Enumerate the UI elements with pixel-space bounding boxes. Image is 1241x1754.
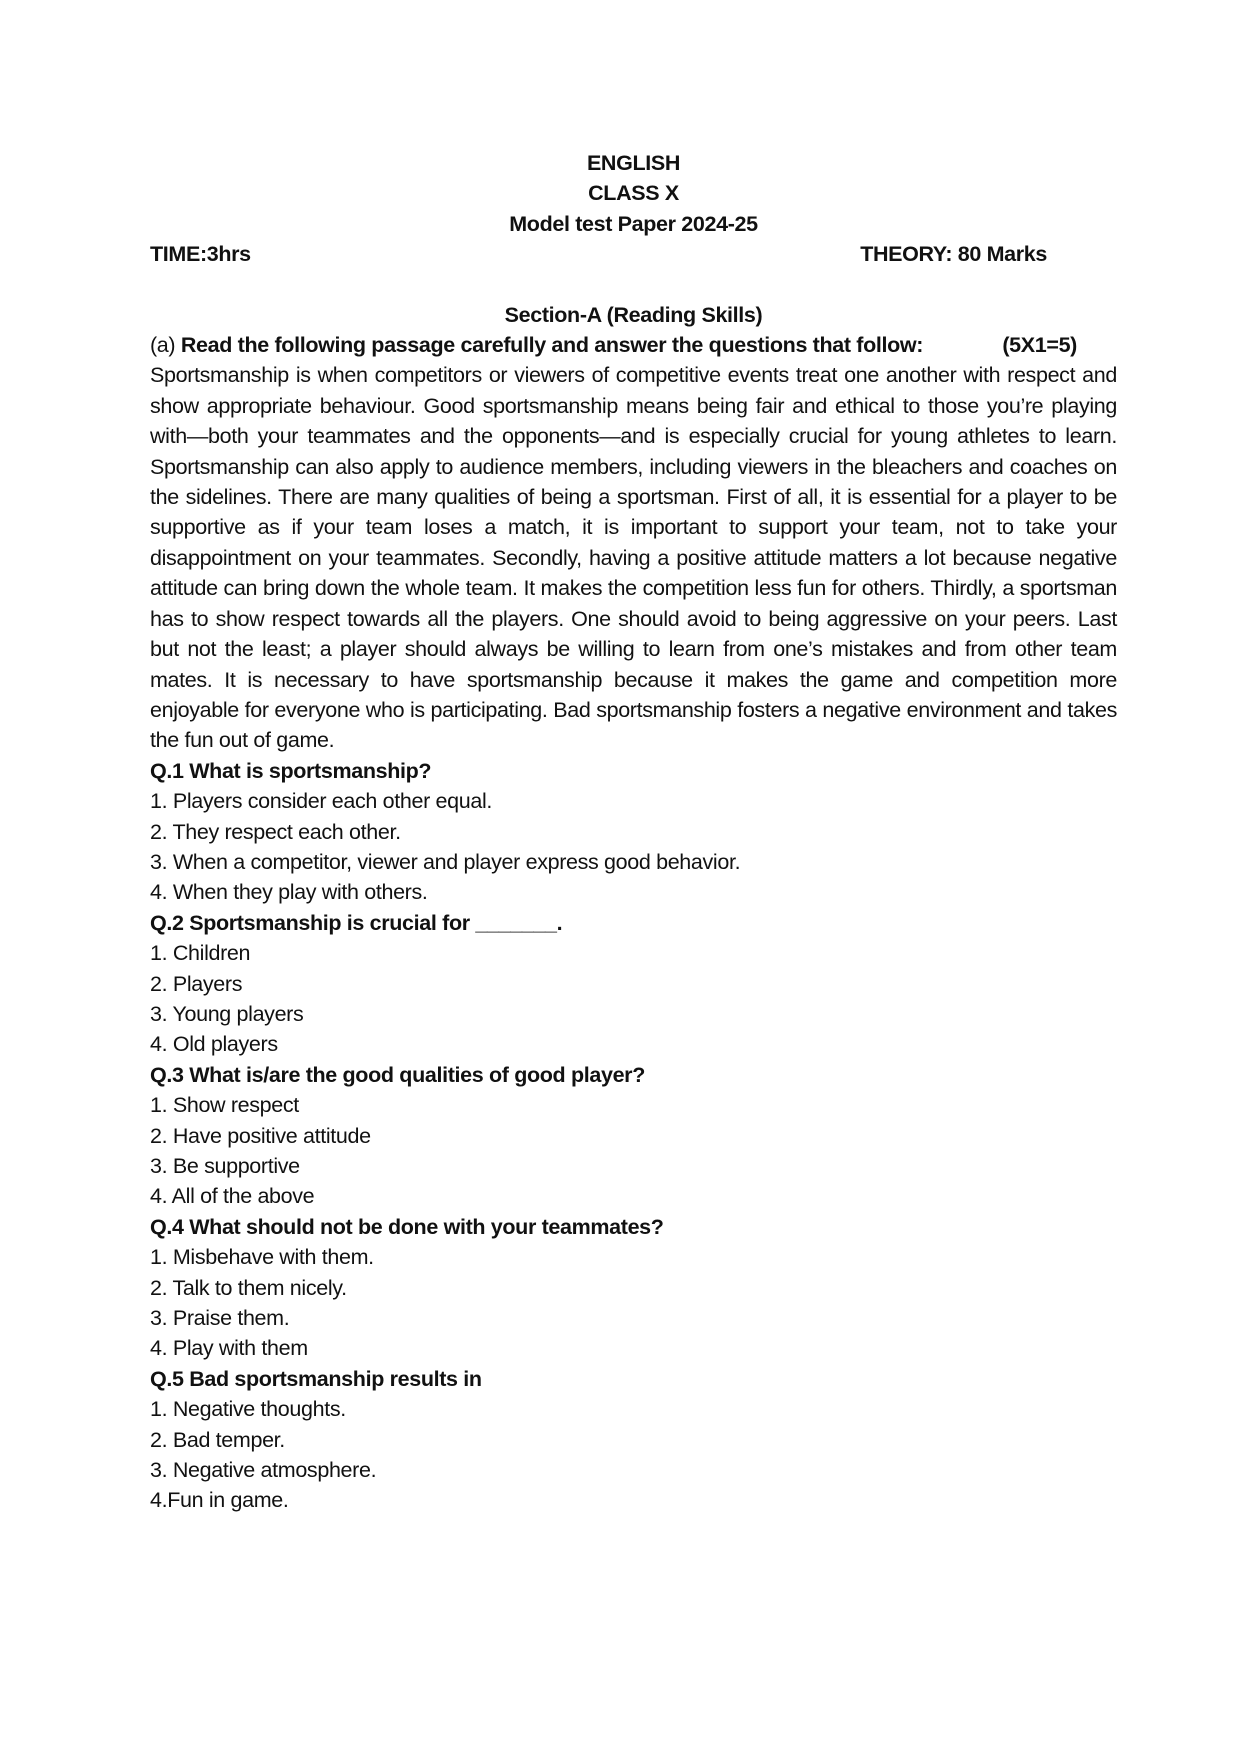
option: 2. Bad temper.: [150, 1427, 285, 1452]
option: 4. Old players: [150, 1032, 278, 1057]
class-title: CLASS X: [588, 181, 679, 206]
option: 2. Have positive attitude: [150, 1123, 371, 1148]
question-text: Q.5 Bad sportsmanship results in: [150, 1366, 482, 1391]
theory-marks-label: THEORY: 80 Marks: [860, 242, 1047, 267]
question-block: [150, 1060, 1117, 1212]
question-block: [150, 1364, 1117, 1516]
instruction-body: Read the following passage carefully and answer the questions that follow:: [180, 333, 924, 358]
spacer: [150, 270, 1117, 300]
question-block: [150, 908, 1117, 1060]
instruction-row: [150, 330, 1117, 360]
option: 1. Negative thoughts.: [150, 1397, 346, 1422]
option: 2. Talk to them nicely.: [150, 1275, 347, 1300]
option: 4. All of the above: [150, 1184, 315, 1209]
reading-passage: Sportsmanship is when competitors or viewers of competitive events treat one another with respect and show appropriate behaviour. Good sportsmanship means being fair and ethical to those you’re playing with—both your teammates and the opponents—and is especially crucial for young athletes to learn. Sportsmanship can also apply to audience members, including viewers in the bleachers and coaches on the sidelines. There are many qualities of being a sportsman. First of all, it is essential for a player to be supportive as if your team loses a match, it is important to support your team, not to take your disappointment on your teammates. Secondly, having a positive attitude matters a lot because negative attitude can bring down the whole team. It makes the competition less fun for others. Thirdly, a sportsman has to show respect towards all the players. One should avoid to being aggressive on your peers. Last but not the least; a player should always be willing to learn from one’s mistakes and from other team mates. It is necessary to have sportsmanship because it makes the game and competition more enjoyable for everyone who is participating. Bad sportsmanship fosters a negative environment and takes the fun out of game.: [150, 363, 1117, 753]
subject-title: ENGLISH: [586, 151, 681, 175]
option: 3. Be supportive: [150, 1154, 300, 1178]
option: 3. When a competitor, viewer and player express good behavior.: [150, 849, 741, 874]
option: 4. Play with them: [150, 1336, 308, 1361]
option: 3. Praise them.: [150, 1306, 290, 1331]
question-text: Q.4 What should not be done with your teammates?: [150, 1214, 664, 1239]
question-block: [150, 756, 1117, 908]
option: 1. Show respect: [150, 1093, 299, 1118]
question-block: [150, 1212, 1117, 1364]
option: 1. Misbehave with them.: [150, 1245, 374, 1270]
instruction-prefix: (a): [150, 333, 176, 358]
section-title: Section-A (Reading Skills): [504, 302, 763, 327]
option: 3. Negative atmosphere.: [150, 1458, 377, 1483]
paper-title: Model test Paper 2024-25: [509, 211, 758, 236]
time-label: TIME:3hrs: [150, 242, 251, 267]
exam-page: [150, 148, 1117, 1516]
option: 4. When they play with others.: [150, 880, 428, 905]
marks-label: (5X1=5): [1002, 333, 1077, 358]
option: 3. Young players: [150, 1001, 304, 1026]
question-text: Q.3 What is/are the good qualities of good player?: [150, 1062, 645, 1087]
instruction-text: [150, 330, 923, 360]
option: 1. Children: [150, 941, 251, 966]
option: 4.Fun in game.: [150, 1488, 289, 1513]
option: 2. Players: [150, 971, 243, 996]
question-text: Q.1 What is sportsmanship?: [150, 758, 432, 783]
option: 2. They respect each other.: [150, 819, 401, 844]
question-text: Q.2 Sportsmanship is crucial for _______.: [150, 910, 563, 935]
exam-meta-row: [150, 239, 1117, 269]
option: 1. Players consider each other equal.: [150, 789, 493, 814]
